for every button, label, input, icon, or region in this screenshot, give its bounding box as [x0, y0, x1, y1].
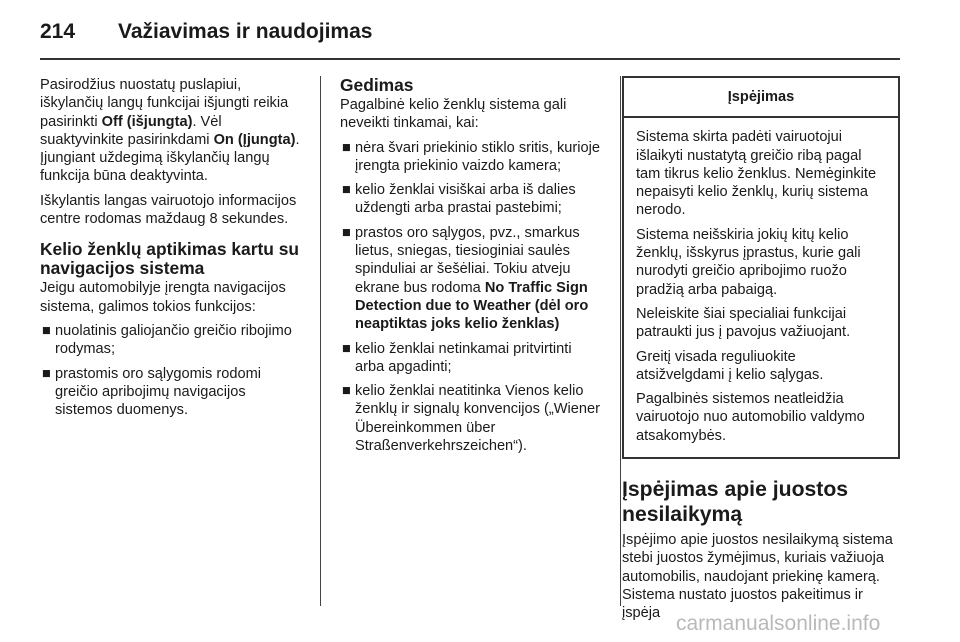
bullet-icon: ■: [42, 322, 51, 339]
bullet-icon: ■: [342, 340, 351, 357]
column-divider-2: [620, 76, 621, 606]
bullet-icon: ■: [42, 365, 51, 382]
section-heading-lane-departure: Įspėjimas apie juostos nesilaikymą: [622, 478, 849, 527]
list-item: ■ prastomis oro sąlygomis rodomi greičio apribojimų navigacijos sistemos duomenys.: [42, 365, 262, 419]
list-item: ■ prastos oro sąlygos, pvz., smarkus lietus, sniegas, tiesioginiai saulės spinduliai ar šešėliai. Tokiu atveju ekrane bus rodoma No Traffic Sign Detection due to Weather (dėl oro neaptiktas joks kelio ženklas): [342, 224, 589, 333]
option-off: Off (išjungta): [101, 113, 193, 130]
bullet-icon: ■: [342, 139, 351, 156]
paragraph-navigation-intro: Jeigu automobilyje įrengta navigacijos sistema, galimos tokios funkcijos:: [40, 280, 286, 315]
section-heading-navigation: Kelio ženklų aptikimas kartu su navigacijos sistema: [40, 239, 300, 279]
warning-paragraph: Greitį visada reguliuokite atsižvelgdami į kelio sąlygas.: [636, 348, 824, 383]
list-item: ■ nėra švari priekinio stiklo sritis, kurioje įrengta priekinio vaizdo kamera;: [342, 139, 600, 174]
paragraph-fault-intro: Pagalbinė kelio ženklų sistema gali neveikti tinkamai, kai:: [340, 97, 567, 132]
warning-title: Įspėjimas: [624, 78, 898, 118]
weather-message: No Traffic Sign Detection due to Weather (dėl oro neaptiktas joks kelio ženklas): [355, 279, 589, 333]
column-right: [622, 76, 900, 629]
page-header: [40, 16, 900, 60]
warning-box: [622, 76, 900, 459]
page-title: Važiavimas ir naudojimas: [118, 20, 373, 43]
fault-conditions-list: [340, 139, 604, 456]
page-number: 214: [40, 20, 76, 43]
header-divider: [40, 58, 900, 60]
warning-paragraph: Neleiskite šiai specialiai funkcijai patraukti jus į pavojus važiuojant.: [636, 305, 851, 341]
section-heading-fault: Gedimas: [340, 75, 414, 95]
navigation-functions-list: [40, 322, 302, 419]
paragraph-popup-settings: Pasirodžius nuostatų puslapiui, iškylančių langų funkcijai išjungti reikia pasirinkti Off (išjungta). Vėl suaktyvinkite pasirinkdami On (Įjungta). Įjungiant uždegimą iškylančių langų funkcija būna deaktyvinta.: [40, 77, 300, 185]
list-item: ■ kelio ženklai netinkamai pritvirtinti arba apgadinti;: [342, 340, 572, 375]
warning-paragraph: Sistema neišskiria jokių kitų kelio ženklų, išskyrus įprastus, kurie gali nurodyti greičio apribojimo ruožo pradžią arba pabaigą.: [636, 226, 861, 298]
warning-body: [624, 118, 898, 457]
bullet-icon: ■: [342, 182, 351, 199]
watermark-text: carmanualsonline.info: [676, 612, 881, 635]
column-middle: [340, 76, 604, 461]
paragraph-popup-duration: Iškylantis langas vairuotojo informacijos centre rodomas maždaug 8 sekundes.: [40, 192, 297, 228]
option-on: On (Įjungta): [213, 131, 296, 148]
list-item: ■ kelio ženklai visiškai arba iš dalies uždengti arba prastai pastebimi;: [342, 182, 576, 217]
bullet-icon: ■: [342, 224, 351, 241]
list-item: ■ kelio ženklai neatitinka Vienos kelio ženklų ir signalų konvencijos („Wiener Übereinkommen über Straßenverkehrszeichen“).: [342, 383, 600, 455]
column-left: [40, 76, 302, 425]
paragraph-lane-departure: Įspėjimo apie juostos nesilaikymą sistema stebi juostos žymėjimus, kuriais važiuoja automobilis, naudojant priekinę kamerą. Sistema nustato juostos pakeitimus ir įspėja: [622, 532, 893, 622]
warning-paragraph: Pagalbinės sistemos neatleidžia vairuotojo nuo automobilio valdymo atsakomybės.: [636, 391, 865, 444]
bullet-icon: ■: [342, 383, 351, 400]
list-item: ■ nuolatinis galiojančio greičio ribojimo rodymas;: [42, 322, 292, 358]
column-divider-1: [320, 76, 321, 606]
warning-paragraph: Sistema skirta padėti vairuotojui išlaikyti nustatytą greičio ribą pagal tam tikrus kelio ženklus. Nemėginkite nepaisyti kelio ženklų, kurių sistema nerodo.: [636, 129, 877, 219]
